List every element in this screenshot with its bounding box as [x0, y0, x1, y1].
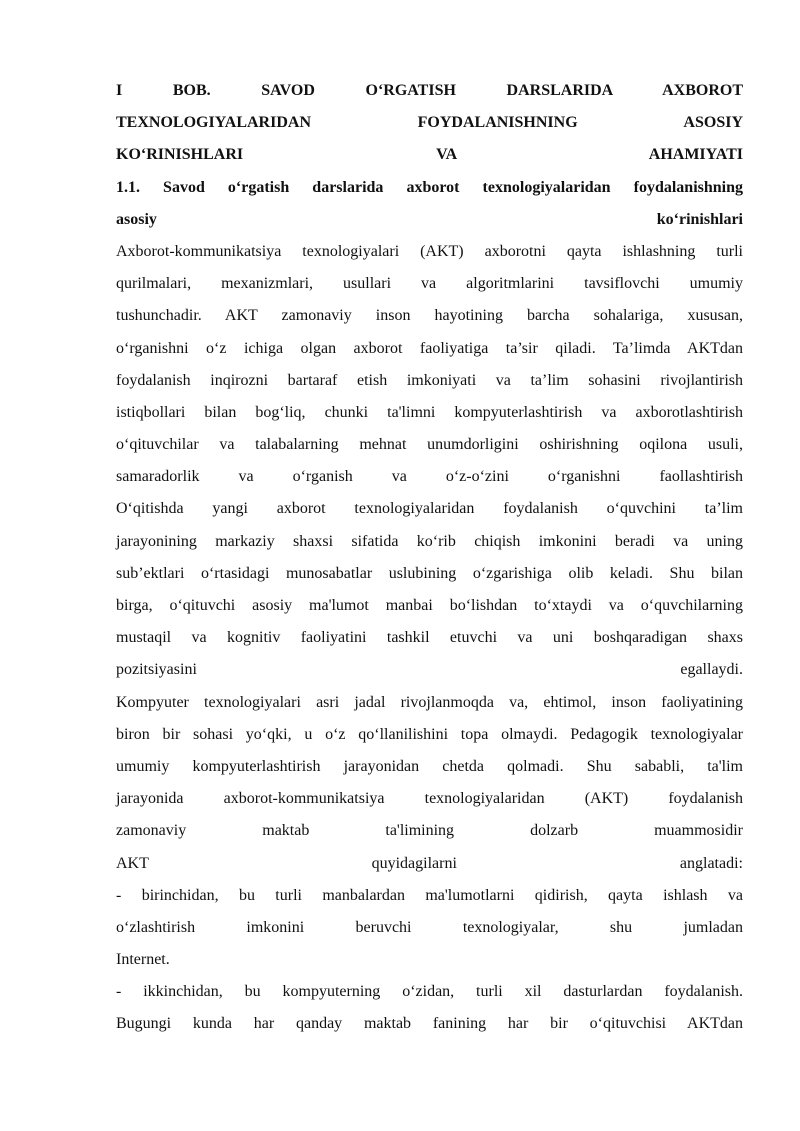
body-text-line: pozitsiyasini egallaydi.	[116, 661, 743, 679]
heading-line: 1.1. Savod o‘rgatish darslarida axborot texnologiyalaridan foydalanishning	[116, 178, 743, 196]
body-text-line: qurilmalari, mexanizmlari, usullari va algoritmlarini tavsiflovchi umumiy	[116, 275, 743, 293]
body-text-line: o‘rganishni o‘z ichiga olgan axborot faoliyatiga ta’sir qiladi. Ta’limda AKTdan	[116, 339, 743, 357]
body-text-line: birga, o‘qituvchi asosiy ma'lumot manbai bo‘lishdan to‘xtaydi va o‘quvchilarning	[116, 597, 743, 614]
body-text-line: o‘qituvchilar va talabalarning mehnat unumdorligini oshirishning oqilona usuli,	[116, 436, 743, 454]
body-text-line: Internet.	[116, 951, 170, 969]
body-text-line: AKT quyidagilarni anglatadi:	[116, 854, 743, 872]
body-text-line: O‘qitishda yangi axborot texnologiyalaridan foydalanish o‘quvchini ta’lim	[116, 500, 743, 518]
document-page	[116, 75, 743, 1041]
heading-line: KO‘RINISHLARI VA AHAMIYATI	[116, 146, 743, 164]
body-text-line: umumiy kompyuterlashtirish jarayonidan chetda qolmadi. Shu sababli, ta'lim	[116, 757, 743, 775]
heading-line: asosiy ko‘rinishlari	[116, 210, 743, 228]
body-text-line: tushunchadir. AKT zamonaviy inson hayotining barcha sohalariga, xususan,	[116, 307, 743, 325]
heading-line: I BOB. SAVOD O‘RGATISH DARSLARIDA AXBOROT	[116, 82, 743, 99]
body-text-line: - birinchidan, bu turli manbalardan ma'lumotlarni qidirish, qayta ishlash va	[116, 886, 743, 904]
body-text-line: istiqbollari bilan bog‘liq, chunki ta'limni kompyuterlashtirish va axborotlashtirish	[116, 403, 743, 421]
body-text-line: mustaqil va kognitiv faoliyatini tashkil etuvchi va uni boshqaradigan shaxs	[116, 629, 743, 647]
body-text-line: Bugungi kunda har qanday maktab fanining har bir o‘qituvchisi AKTdan	[116, 1015, 743, 1033]
body-text-line: biron bir sohasi yo‘qki, u o‘z qo‘llanilishini topa olmaydi. Pedagogik texnologiyalar	[116, 725, 743, 743]
body-text-line: jarayonining markaziy shaxsi sifatida ko‘rib chiqish imkonini beradi va uning	[116, 532, 743, 550]
body-text-line: foydalanish inqirozni bartaraf etish imkoniyati va ta’lim sohasini rivojlantirish	[116, 371, 743, 389]
body-text-line: zamonaviy maktab ta'limining dolzarb muammosidir	[116, 822, 743, 840]
heading-line: TEXNOLOGIYALARIDAN FOYDALANISHNING ASOSIY	[116, 114, 743, 132]
body-text-line: samaradorlik va o‘rganish va o‘z-o‘zini o‘rganishni faollashtirish	[116, 468, 743, 486]
body-text-line: Kompyuter texnologiyalari asri jadal rivojlanmoqda va, ehtimol, inson faoliyatining	[116, 693, 743, 711]
body-text-line: sub’ektlari o‘rtasidagi munosabatlar uslubining o‘zgarishiga olib keladi. Shu bilan	[116, 564, 743, 582]
body-text-line: jarayonida axborot-kommunikatsiya texnologiyalaridan (AKT) foydalanish	[116, 790, 743, 808]
body-text-line: Axborot-kommunikatsiya texnologiyalari (AKT) axborotni qayta ishlashning turli	[116, 242, 743, 260]
body-text-line: - ikkinchidan, bu kompyuterning o‘zidan, turli xil dasturlardan foydalanish.	[116, 983, 743, 1001]
body-text-line: o‘zlashtirish imkonini beruvchi texnologiyalar, shu jumladan	[116, 918, 743, 936]
